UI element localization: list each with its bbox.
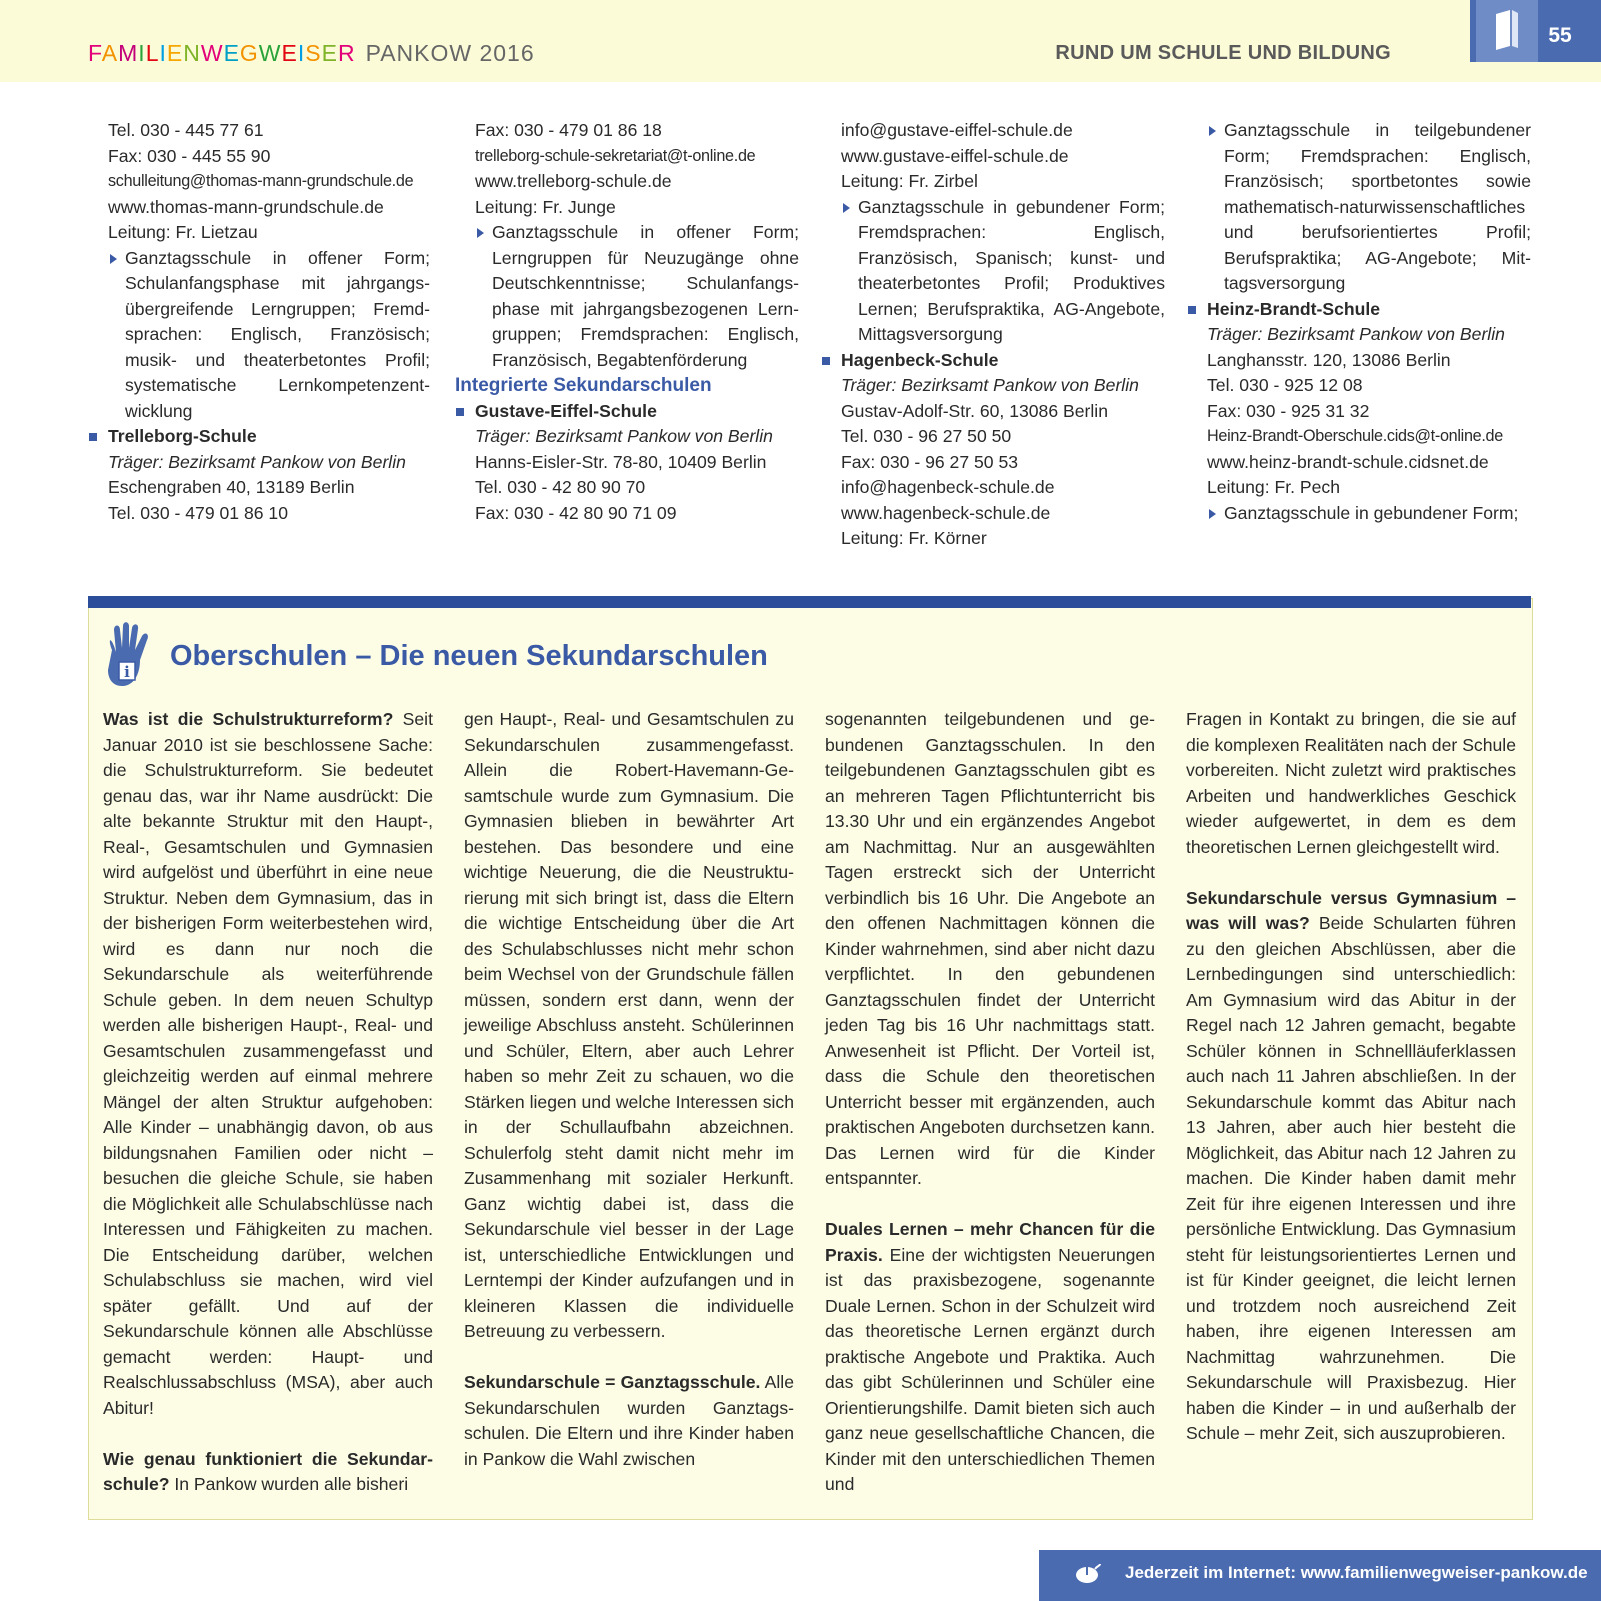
title-letters (88, 40, 356, 66)
paragraph-lead: Sekundarschule versus Gymnasium – was will was? (1186, 887, 1516, 933)
school-name (475, 399, 799, 425)
column-4 (1207, 118, 1531, 526)
title-letter: A (101, 40, 119, 66)
profile-bullet: Ganztagsschule in gebundener Form; Fremdsprachen: Englisch, Französisch, Spanisch; kunst- und theaterbetontes Profil; Produktives Lernen; Berufspraktika, AG-Angebote, Mittagsversorgung (841, 195, 1165, 348)
website: www.gustave-eiffel-schule.de (841, 145, 1069, 166)
title-letter: E (321, 40, 338, 66)
title-letter: M (118, 40, 139, 66)
leitung: Leitung: Fr. Junge (475, 196, 616, 217)
magazine-title (88, 40, 535, 67)
email: trelleborg-schule-sekretariat@t-online.de (475, 146, 756, 165)
footer-link[interactable]: Jederzeit im Internet: www.familienwegweiser-pankow.de (1125, 1563, 1588, 1582)
fax: Fax: 030 - 479 01 86 18 (475, 120, 662, 140)
title-letter: I (138, 40, 146, 66)
title-letter: W (258, 40, 282, 66)
fax: Fax: 030 - 445 55 90 (108, 145, 271, 166)
website: www.trelleborg-schule.de (475, 171, 672, 191)
school-name (1207, 297, 1531, 323)
box-column-3 (825, 707, 1155, 1523)
traeger: Träger: Bezirksamt Pankow von Berlin (108, 451, 406, 472)
profile-bullet: Ganztagsschule in gebundener Form; (1207, 501, 1531, 527)
paragraph: sogenannten teilgebundenen und gebundenen Ganztagsschulen. In den teilgebundenen Ganztagsschulen gibt es an mehreren Tagen Pflichtunterricht bis 13.30 Uhr und ein ergänzendes Angebot am Nachmittag. Nur an ausgewählten Tagen erstreckt sich der Unterricht verbindlich bis 16 Uhr. Die Angebote an den offenen Nachmittagen können die Kinder wahrnehmen, sind aber nicht dazu verpflichtet. In den gebundenen Ganztagsschulen findet der Unterricht jeden Tag bis 16 Uhr nachmittags statt. Anwesenheit ist Pflicht. Der Vorteil ist, dass die Schule den theoretischen Unterricht besser mit ergänzenden, auch praktischen Angeboten durchsetzen kann. Das Lernen wird für die Kinder entspannter. (825, 709, 1155, 1188)
fax: Fax: 030 - 42 80 90 71 09 (475, 502, 677, 523)
website: www.heinz-brandt-schule.cidsnet.de (1207, 451, 1489, 472)
magazine-subtitle: PANKOW 2016 (365, 40, 535, 66)
column-2 (455, 118, 799, 526)
section-heading: Integrierte Sekundarschulen (455, 375, 712, 396)
book-icon (1476, 0, 1538, 62)
title-letter: R (337, 40, 356, 66)
paragraph-text: Eine der wichtigsten Neuerungen ist das praxisbezogene, sogenannte Duale Lernen. Schon in der Schulzeit wird das theoretische Lernen ergänzt durch praktische Angebote und Praktika. Auch das gibt Schülerinnen und Schüler eine Orientierungshilfe. Damit bieten sich auch ganz neue gesellschaftliche Chancen, die Kinder mit den unterschiedlichen Themen und (825, 1244, 1155, 1494)
traeger: Träger: Bezirksamt Pankow von Berlin (1207, 324, 1505, 344)
title-letter: N (183, 40, 201, 66)
email: schulleitung@thomas-mann-grundschule.de (108, 172, 414, 190)
box-column-1 (103, 707, 433, 1523)
address: Hanns-Eisler-Str. 78-80, 10409 Berlin (475, 451, 767, 472)
paragraph-text: Seit Januar 2010 ist sie beschlossene Sache: die Schulstrukturreform. Sie bedeutet genau das, war ihr Name ausdrückt: Die alte bekannte Struktur mit den Haupt-, Real-, Gesamtschulen und Gymnasien wird aufgelöst und überführt in eine neue Struktur. Neben dem Gymnasium, das in der bisherigen Form weiterbestehen wird, wird es dann nur noch die Sekundarschule als weiterführende Schule geben. In dem neuen Schultyp werden alle bisherigen Haupt-, Real- und Gesamtschulen zusammengefasst und gleichzeitig werden auf einmal mehrere Mängel der alten Struktur aufgehoben: Alle Kinder – unabhängig davon, ob aus bildungsnahen Familien oder nicht – besuchen die gleiche Schule, sie haben die Möglichkeit alle Schulabschlüsse nach Interessen und Fähigkeiten zu machen. Die Entscheidung darüber, welchen Schulabschluss sie machen, wird viel später gefällt. Und auf der Sekundarschule können alle Abschlüsse gemacht werden: Haupt- und Realschlussabschluss (MSA), aber auch Abitur! (103, 709, 433, 1418)
email: info@gustave-eiffel-schule.de (841, 120, 1073, 140)
title-letter: S (305, 40, 322, 66)
leitung: Leitung: Fr. Zirbel (841, 171, 978, 191)
paragraph-text: Beide Schularten führen zu den gleichen Abschlüssen, aber die Lernbedingungen sind unterschiedlich: Am Gymnasium wird das Abitur in der Regel nach 12 Jahren gemacht, begabte Schüler können in Schnellläuferklassen auch nach 11 Jahren abschließen. In der Sekundarschule kommt das Abitur nach 13 Jahren, aber auch hier besteht die Möglichkeit, das Abitur nach 12 Jahren zu machen. Die Kinder haben damit mehr Zeit für ihre eigenen Interessen und ihre persönliche Entwicklung. Das Gymnasium steht für leistungsorientiertes Lernen und ist für Kinder geeignet, die leicht lernen und trotzdem noch ausreichend Zeit haben, ihre eigenen Interessen am Nachmittag wahrzunehmen. Die Sekundarschule will Praxisbezug. Hier haben die Kinder – in und außerhalb der Schule – mehr Zeit, sich auszuprobieren. (1186, 913, 1516, 1443)
box-title: Oberschulen – Die neuen Sekundarschulen (170, 640, 768, 672)
phone: Tel. 030 - 479 01 86 10 (108, 502, 288, 523)
title-letter: G (239, 40, 259, 66)
traeger: Träger: Bezirksamt Pankow von Berlin (475, 426, 773, 446)
leitung: Leitung: Fr. Körner (841, 528, 987, 548)
paragraph: gen Haupt-, Real- und Gesamtschulen zu Sekundarschulen zusammengefasst. Allein die Robert-Havemann-Gesamtschule wurde zum Gymnasium. Die Gymnasien blieben in bewährter Art bestehen. Das besondere und eine wichtige Neuerung, die die Neustrukturierung mit sich bringt ist, dass die Eltern die wichtige Entscheidung über die Art des Schulabschlusses nicht mehr schon beim Wechsel von der Grundschule fällen müssen, sondern erst dann, wenn der jeweilige Abschluss ansteht. Schülerinnen und Schüler, Eltern, aber auch Lehrer haben so mehr Zeit zu schauen, wo die Stärken liegen und welche Interessen sich in der Schullaufbahn abzeichnen. Schulerfolg steht damit nicht mehr im Zusammenhang mit sozialer Herkunft. Ganz wichtig dabei ist, dass die Sekundarschule viel besser in der Lage ist, unterschiedliche Entwicklungen und Lerntempi der Kinder aufzufangen und in kleineren Klassen die individuelle Betreuung zu verbessern. (464, 709, 794, 1341)
school-name-text: Trelleborg-Schule (108, 426, 257, 446)
box-column-2 (464, 707, 794, 1498)
title-letter: I (297, 40, 306, 66)
leitung: Leitung: Fr. Pech (1207, 477, 1341, 497)
info-hand-icon (102, 622, 160, 697)
page-number: 55 (1548, 24, 1572, 47)
paragraph (825, 1217, 1155, 1498)
title-letter: E (223, 40, 240, 66)
profile-bullet: Ganztagsschule in offener Form; Schulanfangsphase mit jahrgangsübergreifende Lerngruppen; Fremdsprachen: Englisch, Französisch; musik- und theaterbetontes Profil; systematische Lernkompetenzentwicklung (108, 246, 430, 425)
school-name-text: Hagenbeck-Schule (841, 349, 999, 370)
square-bullet-icon (822, 357, 830, 365)
box-column-4 (1186, 707, 1516, 1472)
mouse-icon (1073, 1563, 1101, 1590)
title-letter: E (166, 40, 184, 66)
paragraph-text: Alle Sekundarschulen wurden Ganztagsschulen. Die Eltern und ihre Kinder haben in Pankow die Wahl zwischen (464, 1372, 794, 1469)
paragraph (1186, 886, 1516, 1447)
paragraph (103, 707, 433, 1421)
paragraph-lead: Duales Lernen – mehr Chancen für die Praxis. (825, 1219, 1155, 1265)
traeger: Träger: Bezirksamt Pankow von Berlin (841, 375, 1139, 395)
column-1 (108, 118, 430, 526)
paragraph-lead: Was ist die Schulstrukturreform? (103, 709, 394, 729)
school-name (108, 424, 430, 450)
address: Gustav-Adolf-Str. 60, 13086 Berlin (841, 400, 1108, 421)
paragraph-text: In Pankow wurden alle bisheri (169, 1474, 409, 1494)
address: Langhansstr. 120, 13086 Berlin (1207, 349, 1451, 370)
title-letter: I (159, 40, 167, 66)
square-bullet-icon (89, 433, 97, 441)
phone: Tel. 030 - 42 80 90 70 (475, 477, 646, 497)
email: Heinz-Brandt-Oberschule.cids@t-online.de (1207, 427, 1503, 445)
fax: Fax: 030 - 925 31 32 (1207, 400, 1370, 421)
email: info@hagenbeck-schule.de (841, 477, 1055, 497)
profile-bullet: Ganztagsschule in offener Form; Lerngruppen für Neuzugänge ohne Deutschkenntnisse; Schulanfangsphase mit jahrgangsbezogenen Lerngruppen; Fremdsprachen: Englisch, Französisch, Begabtenförderung (475, 220, 799, 373)
school-name-text: Gustave-Eiffel-Schule (475, 400, 657, 421)
phone: Tel. 030 - 96 27 50 50 (841, 426, 1012, 446)
title-letter: L (145, 40, 160, 66)
fax: Fax: 030 - 96 27 50 53 (841, 451, 1019, 472)
phone: Tel. 030 - 925 12 08 (1207, 375, 1363, 395)
paragraph: Fragen in Kontakt zu bringen, die sie auf die komplexen Realitäten nach der Schule vorbereiten. Nicht zuletzt wird praktisches Arbeiten und handwerkliches Geschick wieder aufgewertet, in dem es dem theoretischen Lernen gleichgestellt wird. (1186, 709, 1516, 857)
paragraph-lead: Wie genau funktioniert die Sekundarschule? (103, 1448, 433, 1494)
column-3 (841, 118, 1165, 552)
paragraph (103, 1447, 433, 1498)
section-title: RUND UM SCHULE UND BILDUNG (1055, 42, 1391, 64)
school-name-text: Heinz-Brandt-Schule (1207, 298, 1381, 319)
website: www.thomas-mann-grundschule.de (108, 196, 384, 217)
profile-bullet: Ganztagsschule in teilgebundener Form; Fremdsprachen: Englisch, Französisch; sportbetontes sowie mathematisch-naturwissenschaftliches und berufsorientiertes Profil; Berufspraktika; AG-Angebote; Mittagsversorgung (1207, 118, 1531, 297)
leitung: Leitung: Fr. Lietzau (108, 222, 258, 242)
svg-text:i: i (124, 663, 130, 681)
title-letter: F (88, 40, 102, 66)
paragraph (464, 1370, 794, 1472)
info-box-bar (88, 596, 1531, 608)
website: www.hagenbeck-schule.de (841, 502, 1051, 523)
square-bullet-icon (1188, 306, 1196, 314)
school-name (841, 348, 1165, 374)
address: Eschengraben 40, 13189 Berlin (108, 477, 355, 497)
phone: Tel. 030 - 445 77 61 (108, 120, 264, 140)
square-bullet-icon (456, 408, 464, 416)
title-letter: W (200, 40, 224, 66)
paragraph-lead: Sekundarschule = Ganztagsschule. (464, 1372, 761, 1392)
title-letter: E (281, 40, 298, 66)
